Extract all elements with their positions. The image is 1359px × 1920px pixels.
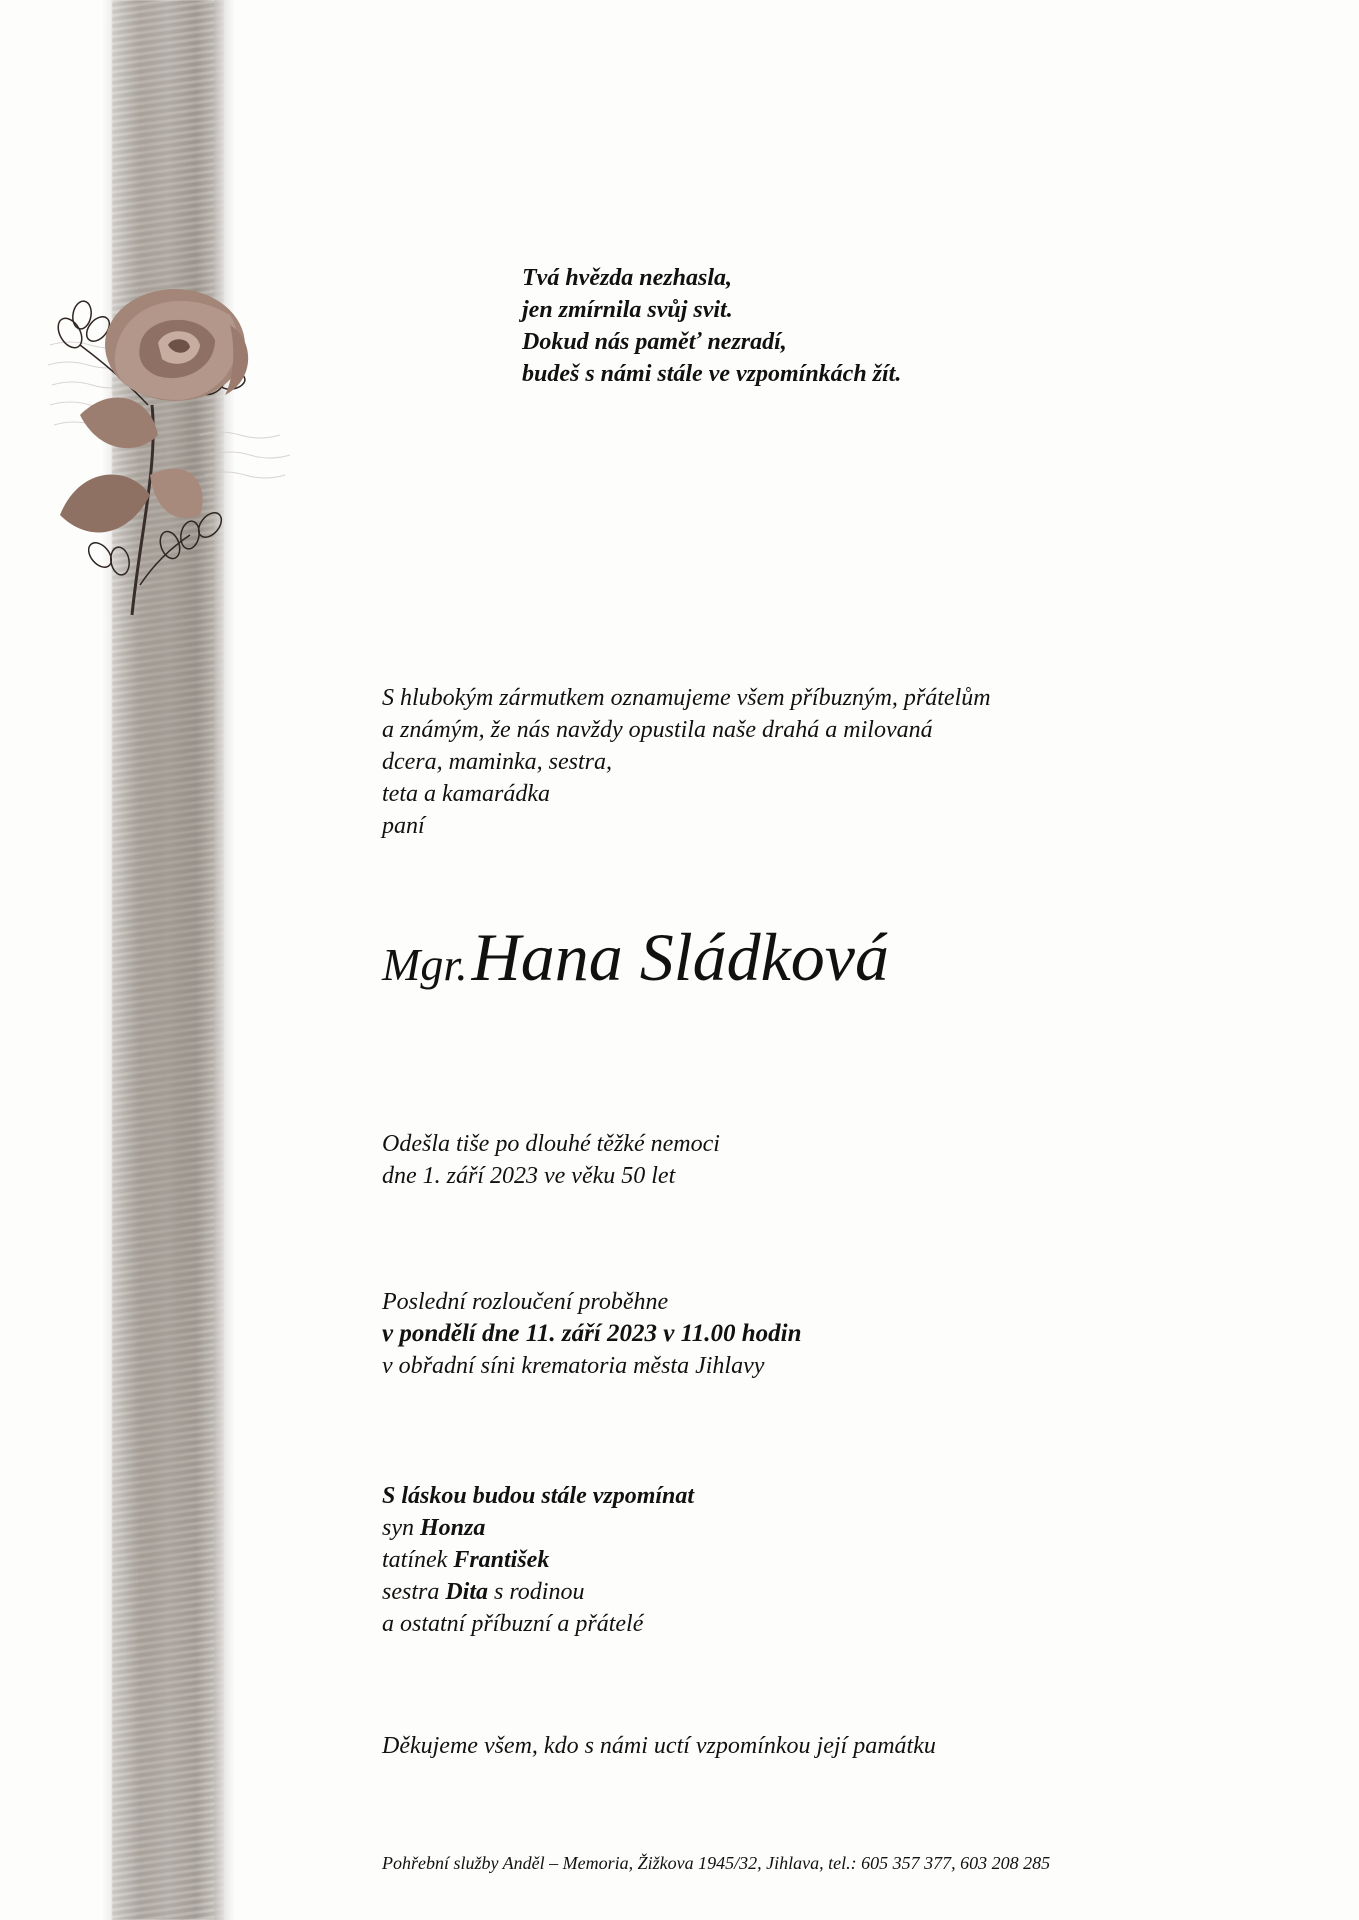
- funeral-service-footer: Pohřební služby Anděl – Memoria, Žižkova 1945/32, Jihlava, tel.: 605 357 377, 603 208 285: [382, 1853, 1051, 1873]
- funeral-line: Poslední rozloučení proběhne: [382, 1289, 669, 1315]
- motto-line: budeš s námi stále ve vzpomínkách žít.: [522, 361, 902, 387]
- deceased-name: [382, 918, 889, 997]
- motto-line: jen zmírnila svůj svit.: [522, 297, 733, 323]
- mourner-son: [382, 1512, 694, 1544]
- motto-verse: [522, 262, 901, 390]
- intro-line: teta a kamarádka: [382, 781, 550, 807]
- death-info: [382, 1128, 720, 1192]
- motto-line: Tvá hvězda nezhasla,: [522, 265, 732, 291]
- funeral-date-time: v pondělí dne 11. září 2023 v 11.00 hodin: [382, 1320, 802, 1347]
- funeral-place: v obřadní síni krematoria města Jihlavy: [382, 1353, 765, 1379]
- mourner-name: Dita: [445, 1579, 489, 1605]
- intro-line: paní: [382, 813, 425, 839]
- motto-line: Dokud nás paměť nezradí,: [522, 329, 787, 355]
- intro-line: a známým, že nás navždy opustila naše drahá a milovaná: [382, 717, 933, 743]
- mourner-name: František: [453, 1547, 550, 1573]
- deceased-title: Mgr.: [382, 939, 468, 990]
- deceased-full-name: Hana Sládková: [471, 919, 889, 995]
- mourner-suffix: s rodinou: [494, 1579, 585, 1605]
- intro-line: S hlubokým zármutkem oznamujeme všem příbuzným, přátelům: [382, 685, 991, 711]
- mourner-relation: syn: [382, 1515, 414, 1541]
- thanks-line: Děkujeme všem, kdo s námi uctí vzpomínkou její památku: [382, 1733, 936, 1759]
- mourner-sister: [382, 1576, 694, 1608]
- mourner-relation: tatínek: [382, 1547, 448, 1573]
- announcement-intro: [382, 682, 991, 842]
- mourner-relation: sestra: [382, 1579, 440, 1605]
- intro-line: dcera, maminka, sestra,: [382, 749, 612, 775]
- death-line: Odešla tiše po dlouhé těžké nemoci: [382, 1131, 720, 1157]
- mourners-heading: S láskou budou stále vzpomínat: [382, 1483, 695, 1509]
- mourners-others: a ostatní příbuzní a přátelé: [382, 1611, 644, 1637]
- funeral-info: [382, 1286, 801, 1382]
- mourner-father: [382, 1544, 694, 1576]
- death-line: dne 1. září 2023 ve věku 50 let: [382, 1163, 676, 1189]
- mourners-list: [382, 1480, 694, 1640]
- rose-illustration: [40, 285, 310, 625]
- mourner-name: Honza: [420, 1515, 486, 1541]
